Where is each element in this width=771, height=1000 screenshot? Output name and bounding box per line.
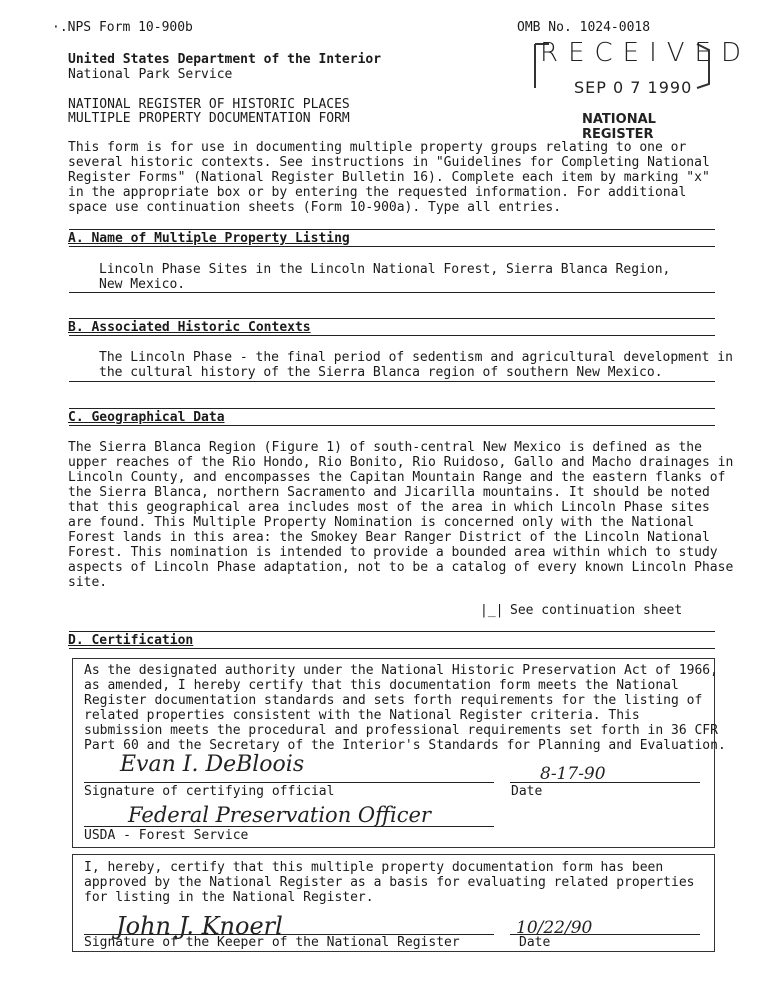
section-a-line: Lincoln Phase Sites in the Lincoln National Forest, Sierra Blanca Region,: [99, 262, 671, 277]
section-divider: [69, 648, 715, 649]
section-divider: [69, 229, 715, 230]
cert-line: submission meets the procedural and professional requirements set forth in 36 CFR: [84, 723, 718, 738]
intro-line: Register Forms" (National Register Bulletin 16). Complete each item by marking "x": [68, 170, 710, 185]
form-number: ·.NPS Form 10-900b: [52, 20, 193, 35]
section-c-line: Forest lands in this area: the Smokey Bear Ranger District of the Lincoln National: [68, 530, 710, 545]
section-c-line: that this geographical area includes most of the area in which Lincoln Phase sites: [68, 500, 710, 515]
section-c-line: Forest. This nomination is intended to provide a bounded area within which to study: [68, 545, 718, 560]
section-a-line: New Mexico.: [99, 277, 186, 292]
intro-line: in the appropriate box or by entering the requested information. For additional: [68, 185, 687, 200]
section-divider: [69, 631, 715, 632]
section-divider: [69, 408, 715, 409]
signature-line: [84, 782, 494, 783]
stamp-date: SEP 0 7 1990: [574, 78, 693, 97]
approval-line: I, hereby, certify that this multiple property documentation form has been: [84, 860, 664, 875]
intro-line: This form is for use in documenting multiple property groups relating to one or: [68, 140, 687, 155]
section-c-line: are found. This Multiple Property Nomination is concerned only with the National: [68, 515, 695, 530]
section-divider: [69, 425, 715, 426]
certifying-date: 8-17-90: [540, 764, 606, 784]
section-d-heading: D. Certification: [68, 633, 194, 648]
intro-line: space use continuation sheets (Form 10-900a). Type all entries.: [68, 200, 562, 215]
section-c-line: the Sierra Blanca, northern Sacramento and Jicarilla mountains. It should be noted: [68, 485, 710, 500]
continuation-checkbox[interactable]: |_|: [480, 603, 504, 618]
agency-title-handwritten: Federal Preservation Officer: [128, 803, 431, 827]
section-divider: [69, 335, 715, 336]
section-a-heading: A. Name of Multiple Property Listing: [68, 231, 350, 246]
date-line: [510, 782, 700, 783]
form-title-line2: MULTIPLE PROPERTY DOCUMENTATION FORM: [68, 111, 350, 126]
section-b-line: The Lincoln Phase - the final period of sedentism and agricultural development in: [99, 350, 733, 365]
cert-line: Part 60 and the Secretary of the Interior's Standards for Planning and Evaluation.: [84, 738, 726, 753]
approval-line: approved by the National Register as a basis for evaluating related properties: [84, 875, 695, 890]
agency-line: [84, 826, 494, 827]
stamp-received-text: RECEIVED: [540, 38, 751, 68]
certifying-signature: Evan I. DeBloois: [120, 752, 305, 777]
department: United States Department of the Interior: [68, 52, 382, 67]
section-c-line: aspects of Lincoln Phase adaptation, not to be a catalog of every known Lincoln Phase: [68, 560, 734, 575]
cert-line: Register documentation standards and sets forth requirements for the listing of: [84, 693, 703, 708]
keeper-label: Signature of the Keeper of the National Register: [84, 935, 460, 950]
keeper-date: 10/22/90: [516, 918, 593, 938]
section-c-line: upper reaches of the Rio Hondo, Rio Bonito, Rio Ruidoso, Gallo and Macho drainages in: [68, 455, 734, 470]
section-c-line: Lincoln County, and encompasses the Capitan Mountain Range and the eastern flanks of: [68, 470, 726, 485]
intro-line: several historic contexts. See instructions in "Guidelines for Completing National: [68, 155, 710, 170]
omb-number: OMB No. 1024-0018: [517, 20, 651, 35]
continuation-label: See continuation sheet: [510, 603, 683, 618]
section-b-heading: B. Associated Historic Contexts: [68, 320, 311, 335]
section-c-line: site.: [68, 575, 108, 590]
stamp-org-line2: REGISTER: [582, 127, 654, 142]
cert-line: As the designated authority under the National Historic Preservation Act of 1966,: [84, 663, 718, 678]
agency-label: USDA - Forest Service: [84, 828, 249, 843]
stamp-org-line1: NATIONAL: [582, 112, 656, 127]
date-label: Date: [511, 784, 543, 799]
section-divider: [69, 381, 715, 382]
section-divider: [69, 318, 715, 319]
approval-line: for listing in the National Register.: [84, 890, 374, 905]
form-title-line1: NATIONAL REGISTER OF HISTORIC PLACES: [68, 97, 350, 112]
section-b-line: the cultural history of the Sierra Blanca region of southern New Mexico.: [99, 365, 663, 380]
section-c-line: The Sierra Blanca Region (Figure 1) of south-central New Mexico is defined as the: [68, 440, 702, 455]
keeper-date-label: Date: [519, 935, 551, 950]
cert-line: related properties consistent with the National Register criteria. This: [84, 708, 640, 723]
keeper-signature: John J. Knoerl: [116, 912, 283, 940]
cert-line: as amended, I hereby certify that this documentation form meets the National: [84, 678, 679, 693]
service: National Park Service: [68, 67, 233, 82]
section-divider: [69, 246, 715, 247]
section-c-heading: C. Geographical Data: [68, 410, 225, 425]
signature-label: Signature of certifying official: [84, 784, 335, 799]
section-divider: [69, 292, 715, 293]
